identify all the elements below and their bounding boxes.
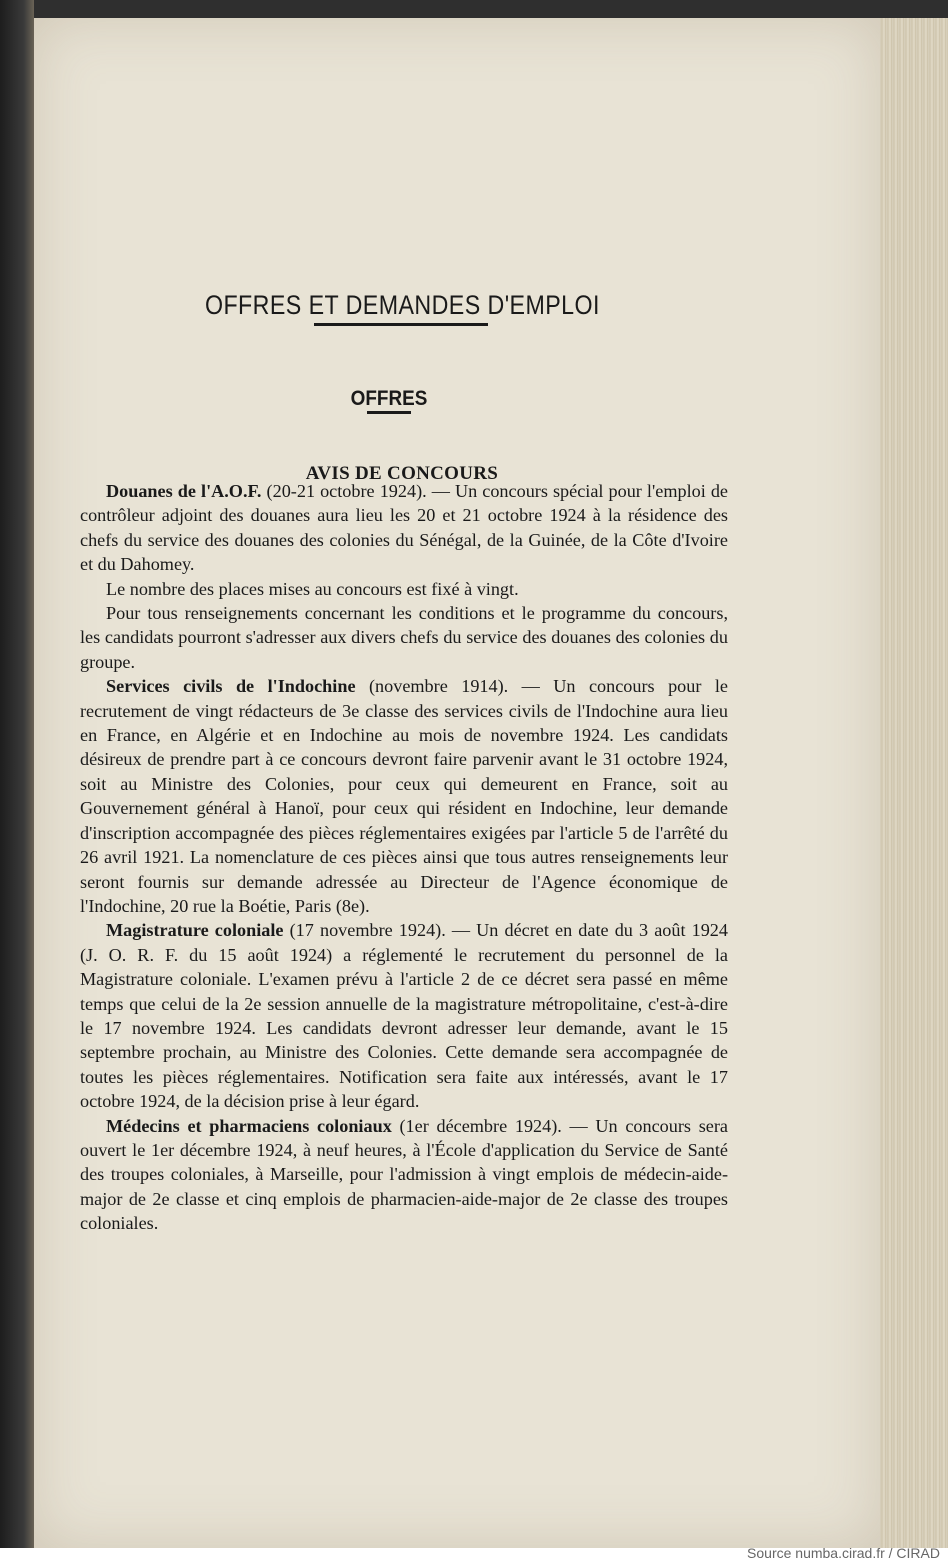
paragraph-medecins: [80, 1114, 728, 1236]
paragraph-text: (17 novembre 1924). — Un décret en date du 3 août 1924 (J. O. R. F. du 15 août 1924) a réglementé le recrutement du personnel de la Magistrature coloniale. L'examen prévu à l'article 2 de ce décret sera passé en même temps que celui de la 2e session annuelle de la magistrature métropolitaine, c'est-à-dire le 17 novembre 1924. Les candidats devront adresser leur demande, avant le 15 septembre prochain, au Ministre des Colonies. Cette demande sera accompagnée de toutes les pièces réglementaires. Notification sera faite aux intéressés, avant le 17 octobre 1924, de la décision prise à leur égard.: [80, 920, 728, 1112]
paragraph-lead: Magistrature coloniale: [106, 920, 284, 941]
paragraph-renseignements: [80, 601, 728, 674]
book-binding: [0, 0, 34, 1548]
paragraph-lead: Douanes de l'A.O.F.: [106, 481, 262, 501]
paragraph-text: (1er décembre 1924). — Un concours sera ouvert le 1er décembre 1924, à neuf heures, à l'École d'application du Service de Santé des troupes coloniales, à Marseille, pour l'admission à vingt emplois de médecin-aide-major de 2e classe et cinq emplois de pharmacien-aide-major de 2e classe des troupes coloniales.: [80, 1115, 728, 1234]
page-edges: [880, 18, 948, 1548]
section-subtitle: OFFRES: [350, 387, 428, 411]
source-credit: Source numba.cirad.fr / CIRAD: [747, 1545, 940, 1561]
paragraph-lead: Médecins et pharmaciens coloniaux: [106, 1115, 392, 1136]
paragraph-lead: Services civils de l'Indochine: [106, 676, 356, 697]
paragraph-douanes: [80, 479, 728, 577]
paragraph-indochine: [80, 674, 728, 918]
paragraph-text: Pour tous renseignements concernant les conditions et le programme du concours, les candidats pourront s'adresser aux divers chefs du service des douanes des colonies du groupe.: [80, 603, 728, 672]
page-title: OFFRES ET DEMANDES D'EMPLOI: [204, 290, 600, 321]
paragraph-text: (20-21 octobre 1924). — Un concours spécial pour l'emploi de contrôleur adjoint des douanes aura lieu les 20 et 21 octobre 1924 à la résidence des chefs du service des douanes des colonies du Sénégal, de la Guinée, de la Côte d'Ivoire et du Dahomey.: [80, 481, 728, 575]
paragraph-text: (novembre 1914). — Un concours pour le recrutement de vingt rédacteurs de 3e classe des services civils de l'Indochine aura lieu en France, en Algérie et en Indochine au mois de novembre 1924. Les candidats désireux de prendre part à ce concours devront faire parvenir avant le 31 octobre 1924, soit au Ministre des Colonies, pour ceux qui demeurent en France, soit au Gouvernement général à Hanoï, pour ceux qui résident en Indochine, leur demande d'inscription accompagnée des pièces réglementaires exigées par l'article 5 de l'arrêté du 26 avril 1921. La nomenclature de ces pièces ainsi que tous autres renseignements leur seront fournis sur demande adressée au Directeur de l'Agence économique de l'Indochine, 20 rue la Boétie, Paris (8e).: [80, 676, 729, 916]
subtitle-rule: [367, 411, 411, 414]
title-rule: [314, 323, 488, 326]
paragraph-places: [80, 577, 728, 601]
section-heading: AVIS DE CONCOURS: [305, 463, 499, 484]
paragraph-text: Le nombre des places mises au concours est fixé à vingt.: [106, 578, 519, 599]
document-body: [80, 479, 728, 1236]
paragraph-magistrature: [80, 918, 728, 1113]
